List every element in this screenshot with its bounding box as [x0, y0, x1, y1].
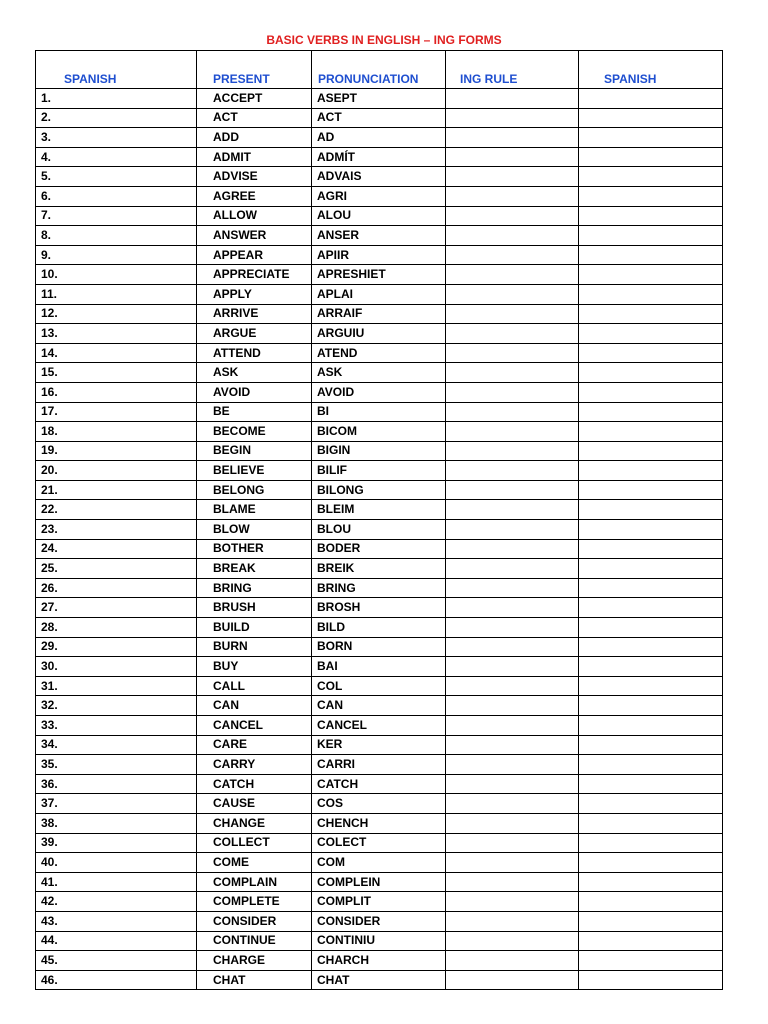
table-row [36, 520, 723, 540]
row-number: 3. [36, 128, 197, 148]
row-number: 27. [36, 598, 197, 618]
present-cell: ARRIVE [197, 304, 312, 324]
row-number: 17. [36, 402, 197, 422]
spanish-cell [579, 931, 723, 951]
present-cell: BLAME [197, 500, 312, 520]
table-row [36, 892, 723, 912]
spanish-cell [579, 167, 723, 187]
spanish-cell [579, 774, 723, 794]
table-row [36, 186, 723, 206]
row-number: 31. [36, 676, 197, 696]
spanish-cell [579, 872, 723, 892]
row-number: 16. [36, 382, 197, 402]
spanish-cell [579, 206, 723, 226]
pronunciation-cell: BRING [312, 578, 446, 598]
table-row [36, 911, 723, 931]
row-number: 41. [36, 872, 197, 892]
pronunciation-cell: ARRAIF [312, 304, 446, 324]
table-row [36, 422, 723, 442]
pronunciation-cell: CHENCH [312, 813, 446, 833]
table-row [36, 931, 723, 951]
column-header-spanish-2: SPANISH [579, 51, 723, 89]
table-row [36, 735, 723, 755]
present-cell: ANSWER [197, 226, 312, 246]
table-row [36, 853, 723, 873]
row-number: 2. [36, 108, 197, 128]
present-cell: ACT [197, 108, 312, 128]
ing-rule-cell [446, 363, 579, 383]
spanish-cell [579, 676, 723, 696]
ing-rule-cell [446, 343, 579, 363]
row-number: 9. [36, 245, 197, 265]
spanish-cell [579, 794, 723, 814]
pronunciation-cell: BAI [312, 657, 446, 677]
pronunciation-cell: ARGUIU [312, 324, 446, 344]
pronunciation-cell: CONSIDER [312, 911, 446, 931]
spanish-cell [579, 657, 723, 677]
present-cell: COMPLETE [197, 892, 312, 912]
row-number: 10. [36, 265, 197, 285]
pronunciation-cell: BLEIM [312, 500, 446, 520]
pronunciation-cell: COS [312, 794, 446, 814]
ing-rule-cell [446, 461, 579, 481]
pronunciation-cell: CATCH [312, 774, 446, 794]
spanish-cell [579, 716, 723, 736]
table-row [36, 343, 723, 363]
ing-rule-cell [446, 167, 579, 187]
spanish-cell [579, 480, 723, 500]
ing-rule-cell [446, 813, 579, 833]
pronunciation-cell: ACT [312, 108, 446, 128]
table-row [36, 598, 723, 618]
present-cell: COLLECT [197, 833, 312, 853]
table-row [36, 480, 723, 500]
row-number: 40. [36, 853, 197, 873]
row-number: 35. [36, 755, 197, 775]
pronunciation-cell: AD [312, 128, 446, 148]
spanish-cell [579, 853, 723, 873]
table-row [36, 637, 723, 657]
ing-rule-cell [446, 696, 579, 716]
ing-rule-cell [446, 637, 579, 657]
pronunciation-cell: COLECT [312, 833, 446, 853]
present-cell: ACCEPT [197, 89, 312, 109]
present-cell: BUILD [197, 618, 312, 638]
spanish-cell [579, 422, 723, 442]
row-number: 28. [36, 618, 197, 638]
table-row [36, 716, 723, 736]
present-cell: CANCEL [197, 716, 312, 736]
pronunciation-cell: BODER [312, 539, 446, 559]
ing-rule-cell [446, 559, 579, 579]
pronunciation-cell: CONTINIU [312, 931, 446, 951]
ing-rule-cell [446, 265, 579, 285]
table-row [36, 226, 723, 246]
pronunciation-cell: ATEND [312, 343, 446, 363]
table-row [36, 441, 723, 461]
row-number: 33. [36, 716, 197, 736]
pronunciation-cell: KER [312, 735, 446, 755]
row-number: 4. [36, 147, 197, 167]
present-cell: BELIEVE [197, 461, 312, 481]
row-number: 25. [36, 559, 197, 579]
ing-rule-cell [446, 833, 579, 853]
present-cell: BELONG [197, 480, 312, 500]
row-number: 14. [36, 343, 197, 363]
row-number: 1. [36, 89, 197, 109]
spanish-cell [579, 970, 723, 990]
present-cell: BRING [197, 578, 312, 598]
spanish-cell [579, 833, 723, 853]
column-header-pronunciation: PRONUNCIATION [312, 51, 446, 89]
ing-rule-cell [446, 911, 579, 931]
present-cell: ATTEND [197, 343, 312, 363]
table-row [36, 324, 723, 344]
present-cell: CONSIDER [197, 911, 312, 931]
row-number: 36. [36, 774, 197, 794]
table-row [36, 500, 723, 520]
spanish-cell [579, 892, 723, 912]
pronunciation-cell: ADVAIS [312, 167, 446, 187]
pronunciation-cell: ASEPT [312, 89, 446, 109]
table-row [36, 461, 723, 481]
row-number: 42. [36, 892, 197, 912]
spanish-cell [579, 284, 723, 304]
spanish-cell [579, 520, 723, 540]
row-number: 13. [36, 324, 197, 344]
present-cell: CHANGE [197, 813, 312, 833]
present-cell: BOTHER [197, 539, 312, 559]
ing-rule-cell [446, 402, 579, 422]
pronunciation-cell: BIGIN [312, 441, 446, 461]
present-cell: BLOW [197, 520, 312, 540]
row-number: 23. [36, 520, 197, 540]
ing-rule-cell [446, 89, 579, 109]
present-cell: BE [197, 402, 312, 422]
table-row [36, 89, 723, 109]
present-cell: BREAK [197, 559, 312, 579]
column-header-present: PRESENT [197, 51, 312, 89]
present-cell: COMPLAIN [197, 872, 312, 892]
pronunciation-cell: BORN [312, 637, 446, 657]
verbs-table [35, 50, 723, 990]
spanish-cell [579, 461, 723, 481]
pronunciation-cell: CAN [312, 696, 446, 716]
column-header-spanish: SPANISH [36, 51, 197, 89]
table-row [36, 578, 723, 598]
ing-rule-cell [446, 147, 579, 167]
spanish-cell [579, 89, 723, 109]
table-row [36, 147, 723, 167]
spanish-cell [579, 382, 723, 402]
pronunciation-cell: BILD [312, 618, 446, 638]
present-cell: CALL [197, 676, 312, 696]
pronunciation-cell: ALOU [312, 206, 446, 226]
table-row [36, 539, 723, 559]
spanish-cell [579, 618, 723, 638]
present-cell: ALLOW [197, 206, 312, 226]
ing-rule-cell [446, 774, 579, 794]
present-cell: ADMIT [197, 147, 312, 167]
column-header-ing-rule: ING RULE [446, 51, 579, 89]
pronunciation-cell: CHARCH [312, 951, 446, 971]
present-cell: APPRECIATE [197, 265, 312, 285]
pronunciation-cell: COL [312, 676, 446, 696]
table-row [36, 108, 723, 128]
spanish-cell [579, 735, 723, 755]
pronunciation-cell: CANCEL [312, 716, 446, 736]
spanish-cell [579, 186, 723, 206]
present-cell: CATCH [197, 774, 312, 794]
spanish-cell [579, 696, 723, 716]
row-number: 34. [36, 735, 197, 755]
row-number: 18. [36, 422, 197, 442]
present-cell: BUY [197, 657, 312, 677]
present-cell: APPLY [197, 284, 312, 304]
ing-rule-cell [446, 206, 579, 226]
present-cell: ADD [197, 128, 312, 148]
row-number: 22. [36, 500, 197, 520]
present-cell: ADVISE [197, 167, 312, 187]
ing-rule-cell [446, 245, 579, 265]
row-number: 8. [36, 226, 197, 246]
ing-rule-cell [446, 598, 579, 618]
table-row [36, 265, 723, 285]
present-cell: CHARGE [197, 951, 312, 971]
present-cell: CAUSE [197, 794, 312, 814]
pronunciation-cell: AGRI [312, 186, 446, 206]
ing-rule-cell [446, 755, 579, 775]
pronunciation-cell: APRESHIET [312, 265, 446, 285]
pronunciation-cell: CHAT [312, 970, 446, 990]
row-number: 12. [36, 304, 197, 324]
present-cell: ARGUE [197, 324, 312, 344]
ing-rule-cell [446, 578, 579, 598]
pronunciation-cell: BILIF [312, 461, 446, 481]
pronunciation-cell: BLOU [312, 520, 446, 540]
table-row [36, 382, 723, 402]
table-row [36, 676, 723, 696]
row-number: 11. [36, 284, 197, 304]
spanish-cell [579, 147, 723, 167]
row-number: 38. [36, 813, 197, 833]
ing-rule-cell [446, 794, 579, 814]
table-row [36, 951, 723, 971]
present-cell: BEGIN [197, 441, 312, 461]
pronunciation-cell: ANSER [312, 226, 446, 246]
pronunciation-cell: APLAI [312, 284, 446, 304]
spanish-cell [579, 265, 723, 285]
row-number: 45. [36, 951, 197, 971]
ing-rule-cell [446, 539, 579, 559]
table-row [36, 774, 723, 794]
table-row [36, 128, 723, 148]
present-cell: AGREE [197, 186, 312, 206]
ing-rule-cell [446, 618, 579, 638]
ing-rule-cell [446, 951, 579, 971]
ing-rule-cell [446, 284, 579, 304]
pronunciation-cell: BI [312, 402, 446, 422]
ing-rule-cell [446, 382, 579, 402]
ing-rule-cell [446, 520, 579, 540]
ing-rule-cell [446, 657, 579, 677]
spanish-cell [579, 363, 723, 383]
present-cell: CAN [197, 696, 312, 716]
table-row [36, 813, 723, 833]
table-row [36, 284, 723, 304]
table-row [36, 402, 723, 422]
table-row [36, 657, 723, 677]
pronunciation-cell: BREIK [312, 559, 446, 579]
present-cell: BURN [197, 637, 312, 657]
ing-rule-cell [446, 304, 579, 324]
spanish-cell [579, 755, 723, 775]
spanish-cell [579, 304, 723, 324]
present-cell: ASK [197, 363, 312, 383]
ing-rule-cell [446, 970, 579, 990]
ing-rule-cell [446, 892, 579, 912]
present-cell: AVOID [197, 382, 312, 402]
row-number: 5. [36, 167, 197, 187]
table-row [36, 245, 723, 265]
pronunciation-cell: COM [312, 853, 446, 873]
row-number: 30. [36, 657, 197, 677]
spanish-cell [579, 539, 723, 559]
pronunciation-cell: BICOM [312, 422, 446, 442]
row-number: 7. [36, 206, 197, 226]
ing-rule-cell [446, 226, 579, 246]
row-number: 26. [36, 578, 197, 598]
table-row [36, 872, 723, 892]
spanish-cell [579, 637, 723, 657]
row-number: 37. [36, 794, 197, 814]
pronunciation-cell: AVOID [312, 382, 446, 402]
ing-rule-cell [446, 186, 579, 206]
table-row [36, 363, 723, 383]
ing-rule-cell [446, 128, 579, 148]
row-number: 21. [36, 480, 197, 500]
present-cell: BRUSH [197, 598, 312, 618]
spanish-cell [579, 813, 723, 833]
ing-rule-cell [446, 735, 579, 755]
spanish-cell [579, 226, 723, 246]
spanish-cell [579, 951, 723, 971]
present-cell: CARRY [197, 755, 312, 775]
spanish-cell [579, 500, 723, 520]
spanish-cell [579, 343, 723, 363]
pronunciation-cell: BROSH [312, 598, 446, 618]
spanish-cell [579, 245, 723, 265]
present-cell: APPEAR [197, 245, 312, 265]
pronunciation-cell: BILONG [312, 480, 446, 500]
table-row [36, 304, 723, 324]
row-number: 20. [36, 461, 197, 481]
row-number: 43. [36, 911, 197, 931]
ing-rule-cell [446, 716, 579, 736]
ing-rule-cell [446, 108, 579, 128]
spanish-cell [579, 578, 723, 598]
spanish-cell [579, 911, 723, 931]
row-number: 24. [36, 539, 197, 559]
ing-rule-cell [446, 422, 579, 442]
row-number: 46. [36, 970, 197, 990]
row-number: 32. [36, 696, 197, 716]
row-number: 15. [36, 363, 197, 383]
spanish-cell [579, 128, 723, 148]
table-row [36, 794, 723, 814]
table-row [36, 206, 723, 226]
pronunciation-cell: COMPLIT [312, 892, 446, 912]
present-cell: CHAT [197, 970, 312, 990]
ing-rule-cell [446, 441, 579, 461]
pronunciation-cell: CARRI [312, 755, 446, 775]
present-cell: BECOME [197, 422, 312, 442]
table-row [36, 755, 723, 775]
row-number: 19. [36, 441, 197, 461]
table-row [36, 833, 723, 853]
spanish-cell [579, 402, 723, 422]
present-cell: CONTINUE [197, 931, 312, 951]
spanish-cell [579, 324, 723, 344]
ing-rule-cell [446, 931, 579, 951]
spanish-cell [579, 598, 723, 618]
row-number: 29. [36, 637, 197, 657]
present-cell: COME [197, 853, 312, 873]
ing-rule-cell [446, 872, 579, 892]
table-row [36, 167, 723, 187]
table-row [36, 970, 723, 990]
ing-rule-cell [446, 853, 579, 873]
pronunciation-cell: COMPLEIN [312, 872, 446, 892]
pronunciation-cell: ADMÍT [312, 147, 446, 167]
ing-rule-cell [446, 676, 579, 696]
spanish-cell [579, 559, 723, 579]
row-number: 6. [36, 186, 197, 206]
present-cell: CARE [197, 735, 312, 755]
header-row [36, 51, 723, 89]
spanish-cell [579, 108, 723, 128]
spanish-cell [579, 441, 723, 461]
ing-rule-cell [446, 500, 579, 520]
document-title: BASIC VERBS IN ENGLISH – ING FORMS [266, 33, 502, 47]
table-row [36, 696, 723, 716]
table-row [36, 618, 723, 638]
table-row [36, 559, 723, 579]
ing-rule-cell [446, 480, 579, 500]
row-number: 39. [36, 833, 197, 853]
pronunciation-cell: APIIR [312, 245, 446, 265]
ing-rule-cell [446, 324, 579, 344]
row-number: 44. [36, 931, 197, 951]
pronunciation-cell: ASK [312, 363, 446, 383]
